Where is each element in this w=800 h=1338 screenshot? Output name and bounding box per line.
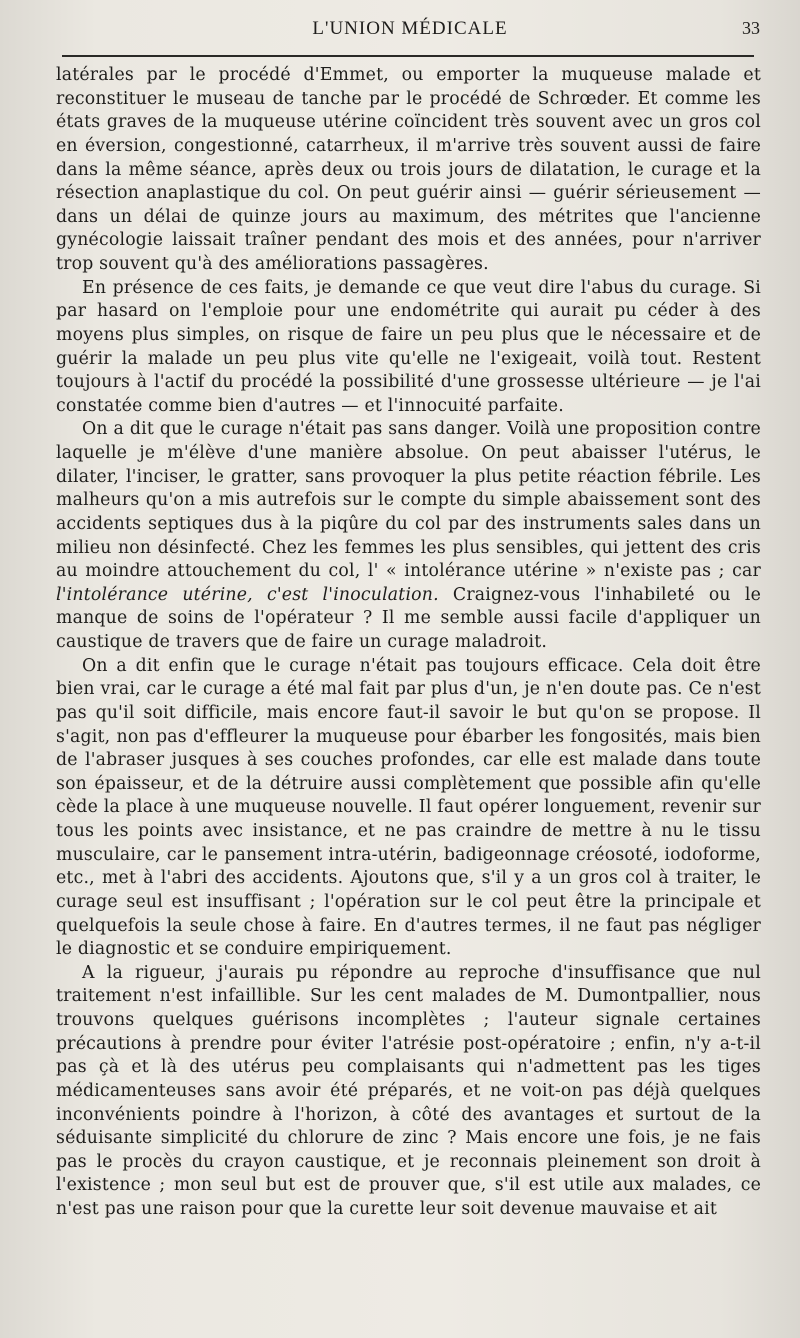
running-head xyxy=(60,18,760,48)
page-number: 33 xyxy=(742,18,760,38)
paragraph xyxy=(56,277,761,419)
text-run: A la rigueur, j'aurais pu répondre au reproche d'insuffisance que nul traitement n'est infaillible. Sur les cent malades de M. Dumontpallier, nous trouvons quelques guérisons incomplètes ; l'auteur signale certaines précautions à prendre pour éviter l'atrésie post-opératoire ; enfin, n'y a-t-il pas çà et là des utérus peu complaisants qui n'admettent pas les tiges médicamenteuses sans avoir été préparés, et ne voit-on pas déjà quelques inconvénients poindre à l'horizon, à côté des avantages et surtout de la séduisante simplicité du chlorure de zinc ? Mais encore une fois, je ne fais pas le procès du crayon caustique, et je reconnais pleinement son droit à l'existence ; mon seul but est de prouver que, s'il est utile aux malades, ce n'est pas une raison pour que la curette leur soit devenue mauvaise et ait xyxy=(56,962,761,1219)
header-rule xyxy=(62,55,754,57)
text-run: En présence de ces faits, je demande ce que veut dire l'abus du curage. Si par hasard on l'emploie pour une endométrite qui aurait pu céder à des moyens plus simples, on risque de faire un peu plus que le nécessaire et de guérir la malade un peu plus vite qu'elle ne l'exigeait, voilà tout. Restent toujours à l'actif du procédé la possibilité d'une grossesse ultérieure — je l'ai constatée comme bien d'autres — et l'innocuité parfaite. xyxy=(56,277,761,416)
italic-phrase: l'intolérance utérine, c'est l'inoculation. xyxy=(56,584,439,605)
text-run: On a dit enfin que le curage n'était pas toujours efficace. Cela doit être bien vrai, car le curage a été mal fait par plus d'un, je n'en doute pas. Ce n'est pas qu'il soit difficile, mais encore faut-il savoir le but qu'on se propose. Il s'agit, non pas d'effleurer la muqueuse pour ébarber les fongosités, mais bien de l'abraser jusques à ses couches profondes, car elle est malade dans toute son épaisseur, et de la détruire aussi complètement que possible afin qu'elle cède la place à une muqueuse nouvelle. Il faut opérer longuement, revenir sur tous les points avec insistance, et ne pas craindre de mettre à nu le tissu musculaire, car le pansement intra-utérin, badigeonnage créosoté, iodoforme, etc., met à l'abri des accidents. Ajoutons que, s'il y a un gros col à traiter, le curage seul est insuffisant ; l'opération sur le col peut être la principale et quelquefois la seule chose à faire. En d'autres termes, il ne faut pas négliger le diagnostic et se conduire empiriquement. xyxy=(56,655,761,960)
body-text xyxy=(56,64,761,1222)
journal-title: L'UNION MÉDICALE xyxy=(312,18,508,39)
text-run: Craignez-vous l'inhabileté ou le manque de soins de l'opérateur ? Il me semble aussi facile d'appliquer un caustique de travers que de faire un curage maladroit. xyxy=(56,584,761,652)
paragraph xyxy=(56,64,761,277)
text-run: On a dit que le curage n'était pas sans danger. Voilà une proposition contre laquelle je m'élève d'une manière absolue. On peut abaisser l'utérus, le dilater, l'inciser, le gratter, sans provoquer la plus petite réaction fébrile. Les malheurs qu'on a mis autrefois sur le compte du simple abaissement sont des accidents septiques dus à la piqûre du col par des instruments sales dans un milieu non désinfecté. Chez les femmes les plus sensibles, qui jettent des cris au moindre attouchement du col, l' « intolérance utérine » n'existe pas ; car xyxy=(56,419,761,582)
paragraph xyxy=(56,962,761,1222)
text-run: latérales par le procédé d'Emmet, ou emporter la muqueuse malade et reconstituer le museau de tanche par le procédé de Schrœder. Et comme les états graves de la muqueuse utérine coïncident très souvent avec un gros col en éversion, congestionné, catarrheux, il m'arrive très souvent aussi de faire dans la même séance, après deux ou trois jours de dilatation, le curage et la résection anaplastique du col. On peut guérir ainsi — guérir sérieusement — dans un délai de quinze jours au maximum, des métrites que l'ancienne gynécologie laissait traîner pendant des mois et des années, pour n'arriver trop souvent qu'à des améliorations passagères. xyxy=(56,65,761,274)
paragraph xyxy=(56,418,761,654)
paragraph xyxy=(56,655,761,962)
